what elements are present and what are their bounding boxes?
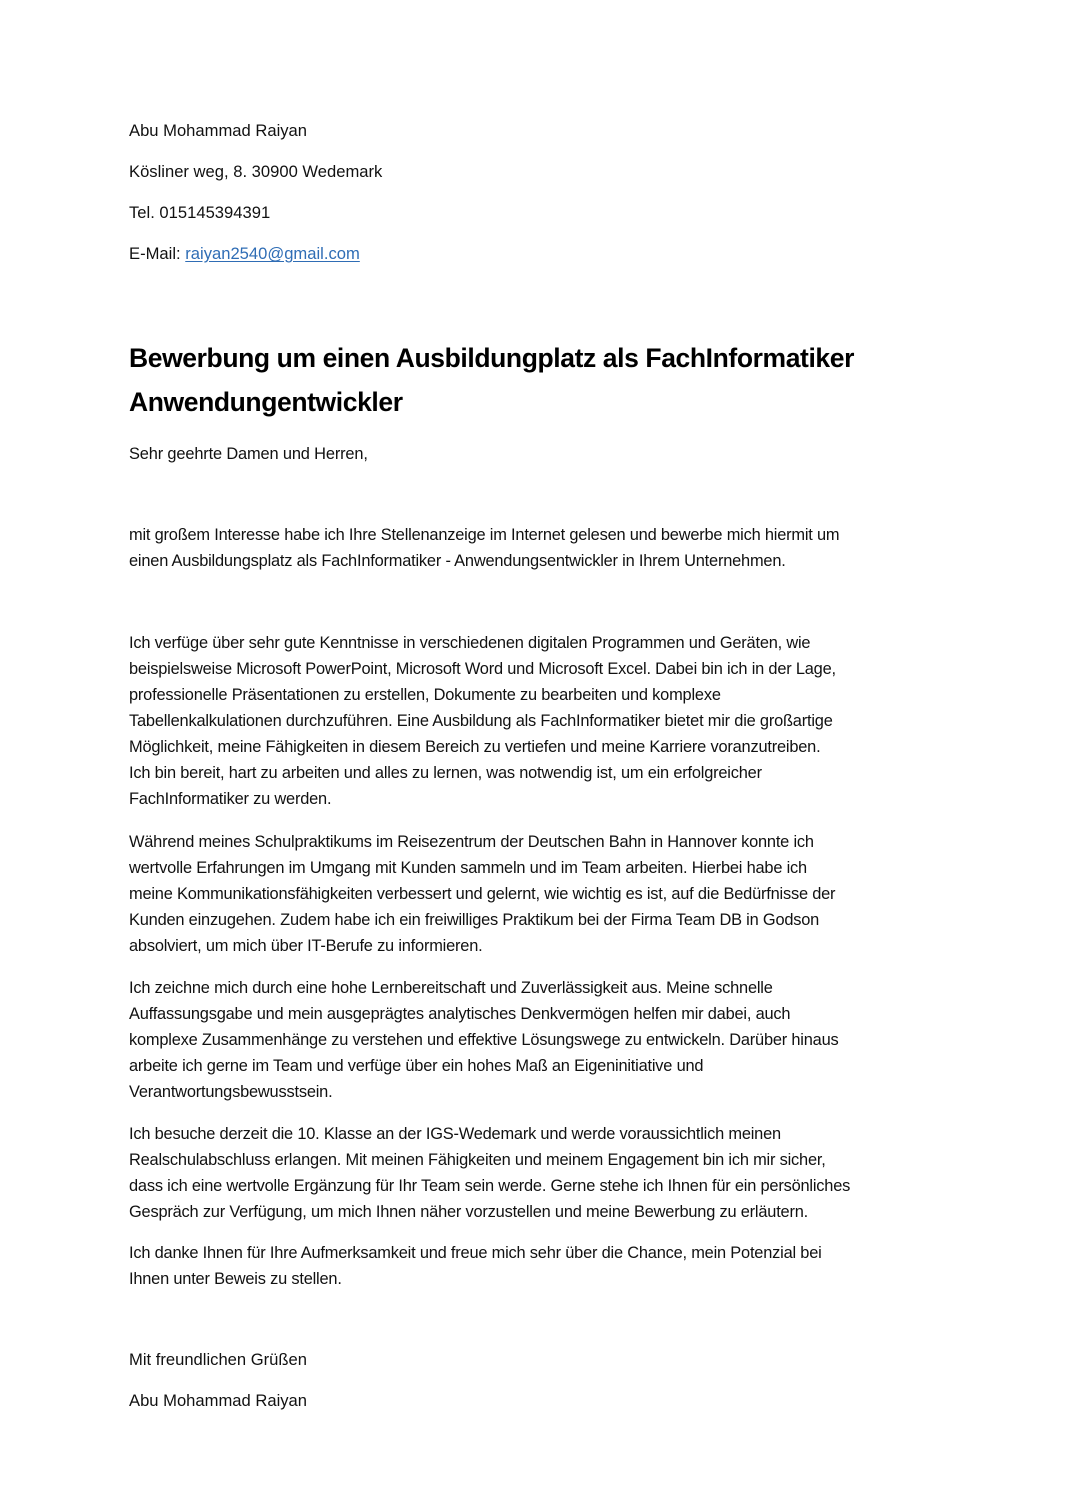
paragraph-line: Ich besuche derzeit die 10. Klasse an der IGS-Wedemark und werde voraussichtlich meinen <box>129 1125 781 1143</box>
sender-name: Abu Mohammad Raiyan <box>129 121 308 140</box>
closing: Mit freundlichen Grüßen <box>129 1350 308 1369</box>
paragraph-line: Verantwortungsbewusstsein. <box>129 1083 333 1101</box>
paragraph-line: arbeite ich gerne im Team und verfüge über ein hohes Maß an Eigeninitiative und <box>129 1057 704 1075</box>
paragraph-qualities <box>129 975 959 1105</box>
email-label: E-Mail: <box>129 244 186 263</box>
paragraph-line: beispielsweise Microsoft PowerPoint, Microsoft Word und Microsoft Excel. Dabei bin ich in der Lage, <box>129 660 836 678</box>
paragraph-thanks <box>129 1240 959 1292</box>
paragraph-line: absolviert, um mich über IT-Berufe zu informieren. <box>129 937 483 955</box>
paragraph-line: wertvolle Erfahrungen im Umgang mit Kunden sammeln und im Team arbeiten. Hierbei habe ich <box>129 859 807 877</box>
paragraph-line: mit großem Interesse habe ich Ihre Stellenanzeige im Internet gelesen und bewerbe mich hiermit um <box>129 526 840 544</box>
paragraph-internship <box>129 829 959 959</box>
sender-phone: Tel. 015145394391 <box>129 203 271 222</box>
paragraph-line: Ihnen unter Beweis zu stellen. <box>129 1270 342 1288</box>
signature: Abu Mohammad Raiyan <box>129 1391 308 1410</box>
subject-line-1: Bewerbung um einen Ausbildungplatz als FachInformatiker <box>129 343 855 373</box>
paragraph-line: meine Kommunikationsfähigkeiten verbessert und gelernt, wie wichtig es ist, auf die Bedürfnisse der <box>129 885 836 903</box>
paragraph-line: Gespräch zur Verfügung, um mich Ihnen näher vorzustellen und meine Bewerbung zu erläutern. <box>129 1203 809 1221</box>
paragraph-line: FachInformatiker zu werden. <box>129 790 332 808</box>
paragraph-line: Ich bin bereit, hart zu arbeiten und alles zu lernen, was notwendig ist, um ein erfolgreicher <box>129 764 762 782</box>
paragraph-line: komplexe Zusammenhänge zu verstehen und effektive Lösungswege zu entwickeln. Darüber hinaus <box>129 1031 839 1049</box>
sender-address: Kösliner weg, 8. 30900 Wedemark <box>129 162 383 181</box>
paragraph-line: einen Ausbildungsplatz als FachInformatiker - Anwendungsentwickler in Ihrem Unternehmen. <box>129 552 786 570</box>
salutation: Sehr geehrte Damen und Herren, <box>129 445 368 463</box>
paragraph-line: Ich verfüge über sehr gute Kenntnisse in verschiedenen digitalen Programmen und Geräten, wie <box>129 634 811 652</box>
paragraph-line: Kunden einzugehen. Zudem habe ich ein freiwilliges Praktikum bei der Firma Team DB in Godson <box>129 911 820 929</box>
paragraph-skills <box>129 630 959 812</box>
email-link[interactable]: raiyan2540@gmail.com <box>185 244 360 263</box>
paragraph-intro <box>129 522 959 574</box>
paragraph-line: Während meines Schulpraktikums im Reisezentrum der Deutschen Bahn in Hannover konnte ich <box>129 833 814 851</box>
paragraph-school <box>129 1121 959 1225</box>
paragraph-line: Ich danke Ihnen für Ihre Aufmerksamkeit und freue mich sehr über die Chance, mein Potenzial bei <box>129 1244 822 1262</box>
paragraph-line: professionelle Präsentationen zu erstellen, Dokumente zu bearbeiten und komplexe <box>129 686 721 704</box>
paragraph-line: Möglichkeit, meine Fähigkeiten in diesem Bereich zu vertiefen und meine Karriere voranzutreiben. <box>129 738 821 756</box>
paragraph-line: Auffassungsgabe und mein ausgeprägtes analytisches Denkvermögen helfen mir dabei, auch <box>129 1005 791 1023</box>
subject-line-2: Anwendungentwickler <box>129 387 403 417</box>
paragraph-line: Tabellenkalkulationen durchzuführen. Eine Ausbildung als FachInformatiker bietet mir die großartige <box>129 712 833 730</box>
paragraph-line: Realschulabschluss erlangen. Mit meinen Fähigkeiten und meinem Engagement bin ich mir sicher, <box>129 1151 826 1169</box>
sender-email-line <box>129 244 360 264</box>
paragraph-line: dass ich eine wertvolle Ergänzung für Ihr Team sein werde. Gerne stehe ich Ihnen für ein persönliches <box>129 1177 851 1195</box>
paragraph-line: Ich zeichne mich durch eine hohe Lernbereitschaft und Zuverlässigkeit aus. Meine schnelle <box>129 979 773 997</box>
